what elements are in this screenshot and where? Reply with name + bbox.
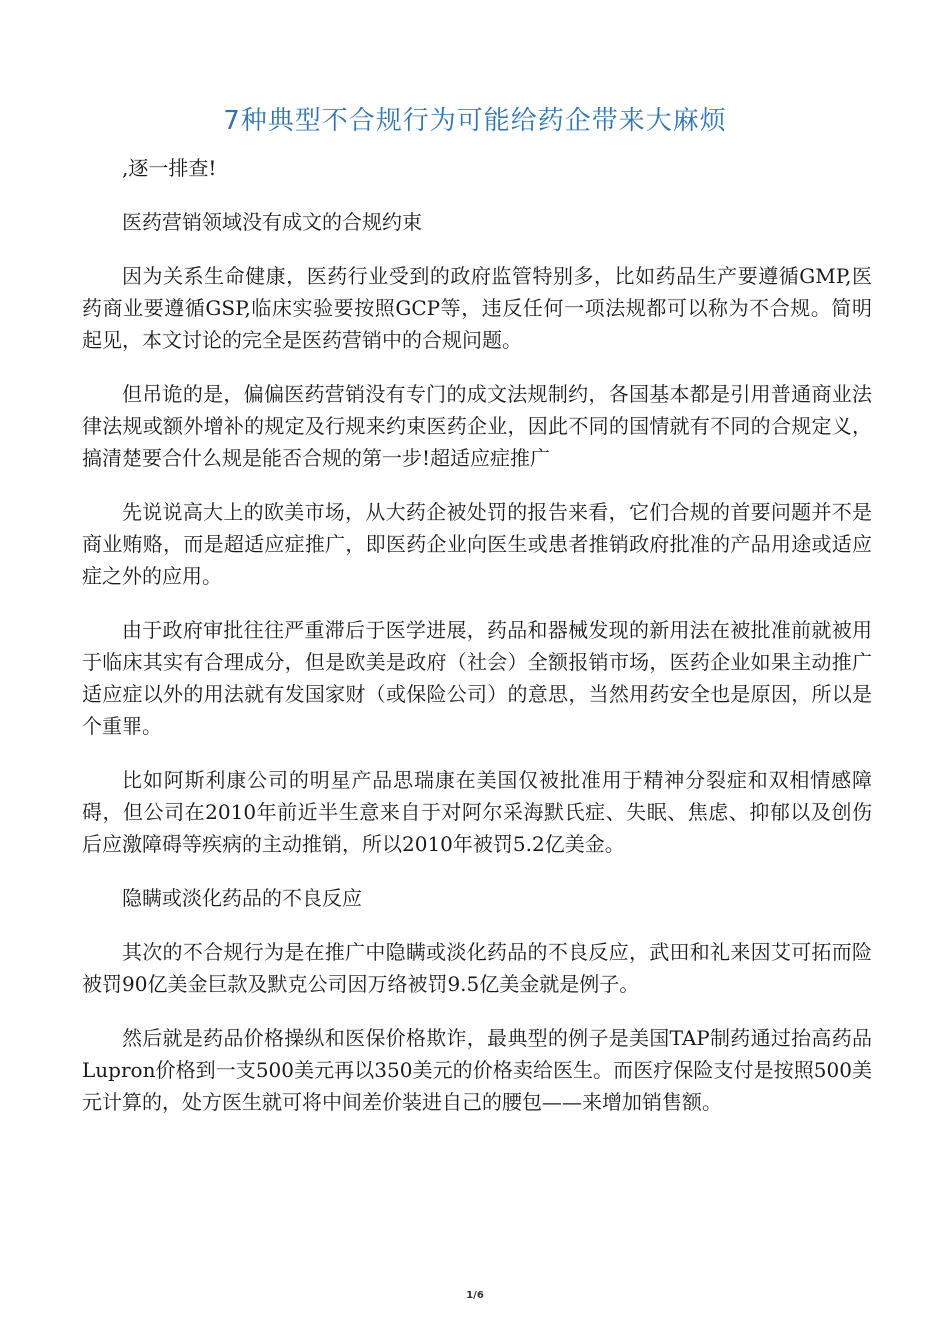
paragraph: 其次的不合规行为是在推广中隐瞒或淡化药品的不良反应，武田和礼来因艾可拓而险被罚90亿美金巨款及默克公司因万络被罚9.5亿美金就是例子。: [82, 940, 872, 996]
section-heading-no-written-rules: 医药营销领域没有成文的合规约束: [122, 210, 422, 234]
section-heading-adverse-reactions: 隐瞒或淡化药品的不良反应: [122, 886, 362, 910]
paragraph: 由于政府审批往往严重滞后于医学进展，药品和器械发现的新用法在被批准前就被用于临床其实有合理成分，但是欧美是政府（社会）全额报销市场，医药企业如果主动推广适应症以外的用法就有发国家财（或保险公司）的意思，当然用药安全也是原因，所以是个重罪。: [82, 618, 872, 738]
paragraph-intro: ,逐一排查!: [122, 156, 217, 180]
page-number: 1/6: [466, 1290, 484, 1301]
paragraph: 但吊诡的是，偏偏医药营销没有专门的成文法规制约，各国基本都是引用普通商业法律法规或额外增补的规定及行规来约束医药企业，因此不同的国情就有不同的合规定义，搞清楚要合什么规是能否合规的第一步!超适应症推广: [82, 382, 872, 470]
paragraph: 然后就是药品价格操纵和医保价格欺诈，最典型的例子是美国TAP制药通过抬高药品Lupron价格到一支500美元再以350美元的价格卖给医生。而医疗保险支付是按照500美元计算的，处方医生就可将中间差价装进自己的腰包——来增加销售额。: [82, 1026, 872, 1114]
document-body: [82, 152, 872, 1140]
document-title: 7种典型不合规行为可能给药企带来大麻烦: [223, 106, 727, 136]
paragraph: 先说说高大上的欧美市场，从大药企被处罚的报告来看，它们合规的首要问题并不是商业贿赂，而是超适应症推广，即医药企业向医生或患者推销政府批准的产品用途或适应症之外的应用。: [82, 500, 872, 588]
paragraph: 因为关系生命健康，医药行业受到的政府监管特别多，比如药品生产要遵循GMP,医药商业要遵循GSP,临床实验要按照GCP等，违反任何一项法规都可以称为不合规。简明起见，本文讨论的完全是医药营销中的合规问题。: [82, 264, 872, 352]
paragraph: 比如阿斯利康公司的明星产品思瑞康在美国仅被批准用于精神分裂症和双相情感障碍，但公司在2010年前近半生意来自于对阿尔采海默氏症、失眠、焦虑、抑郁以及创伤后应激障碍等疾病的主动推销，所以2010年被罚5.2亿美金。: [82, 768, 872, 856]
